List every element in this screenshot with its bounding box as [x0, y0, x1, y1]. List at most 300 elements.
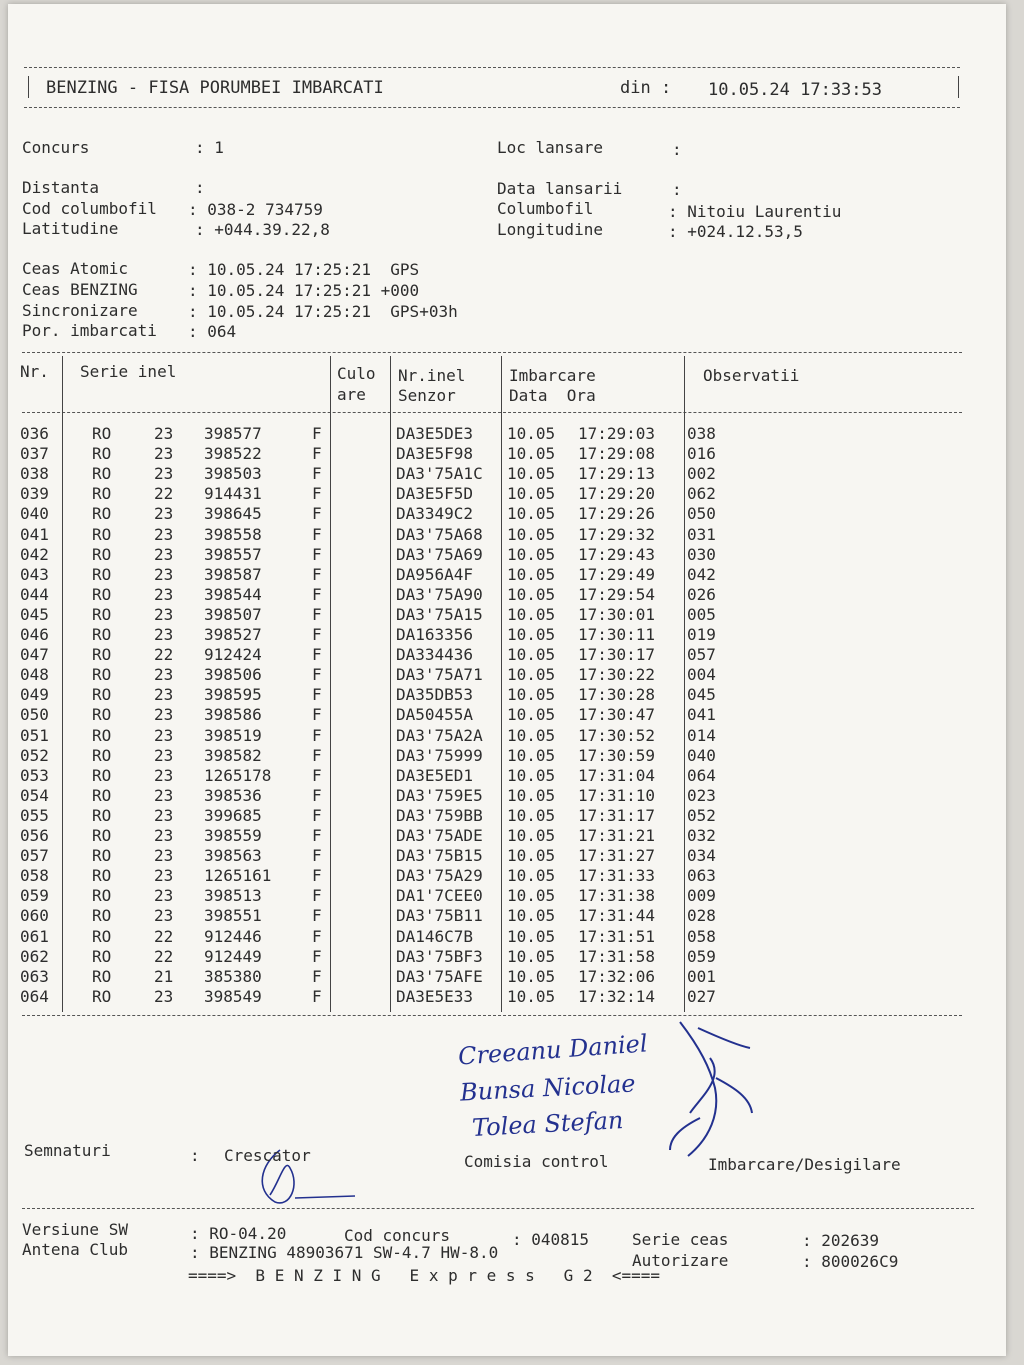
cell-ora: 17:31:33 — [578, 866, 656, 885]
table-row — [0, 766, 960, 786]
cell-inel: 912424 — [204, 645, 262, 664]
cell-an: 22 — [154, 927, 174, 946]
cell-inel: 1265178 — [204, 766, 272, 785]
cod-columbofil-label: Cod columbofil — [22, 199, 157, 218]
cell-tara: RO — [92, 424, 112, 443]
cell-tara: RO — [92, 786, 112, 805]
cell-an: 23 — [154, 726, 174, 745]
table-row — [0, 746, 960, 766]
cell-obs: 058 — [687, 927, 716, 946]
cell-obs: 004 — [687, 665, 716, 684]
cell-ora: 17:29:26 — [578, 504, 656, 523]
header-right-edge — [958, 76, 959, 98]
cell-tara: RO — [92, 927, 112, 946]
loc-lansare-label: Loc lansare — [497, 138, 603, 157]
cell-data: 10.05 — [507, 927, 556, 946]
cell-senzor: DA3'75A71 — [396, 665, 483, 684]
cell-data: 10.05 — [507, 585, 556, 604]
cell-obs: 038 — [687, 424, 716, 443]
cell-data: 10.05 — [507, 424, 556, 443]
cell-nr: 043 — [20, 565, 49, 584]
cell-nr: 057 — [20, 846, 49, 865]
cell-sex: F — [312, 464, 322, 483]
cell-inel: 398527 — [204, 625, 262, 644]
cell-obs: 059 — [687, 947, 716, 966]
cell-nr: 039 — [20, 484, 49, 503]
cell-senzor: DA3'75A69 — [396, 545, 483, 564]
cell-ora: 17:31:21 — [578, 826, 656, 845]
table-row — [0, 565, 960, 585]
cod-concurs-label: Cod concurs — [344, 1226, 450, 1245]
cell-nr: 061 — [20, 927, 49, 946]
por-imbarcati-value: : 064 — [188, 322, 237, 341]
cell-nr: 059 — [20, 886, 49, 905]
benzing-express-banner: ====> B E N Z I N G E x p r e s s G 2 <==== — [188, 1266, 661, 1285]
cell-senzor: DA3'75A2A — [396, 726, 483, 745]
table-row — [0, 826, 960, 846]
cell-tara: RO — [92, 826, 112, 845]
cell-sex: F — [312, 565, 322, 584]
cell-an: 23 — [154, 886, 174, 905]
cell-an: 23 — [154, 746, 174, 765]
cell-senzor: DA3'75BF3 — [396, 947, 483, 966]
cell-an: 23 — [154, 826, 174, 845]
cell-senzor: DA3'75B15 — [396, 846, 483, 865]
cell-sex: F — [312, 886, 322, 905]
crescator-label: Crescator — [224, 1146, 311, 1165]
cell-data: 10.05 — [507, 967, 556, 986]
cell-data: 10.05 — [507, 504, 556, 523]
table-row — [0, 987, 960, 1007]
cell-an: 21 — [154, 967, 174, 986]
cell-ora: 17:29:43 — [578, 545, 656, 564]
col-header-culoare-1: Culo — [337, 364, 376, 383]
longitudine-label: Longitudine — [497, 220, 603, 239]
cell-obs: 040 — [687, 746, 716, 765]
header-left-edge — [28, 76, 29, 98]
table-row — [0, 685, 960, 705]
cell-sex: F — [312, 987, 322, 1006]
cell-senzor: DA3'75A29 — [396, 866, 483, 885]
cell-sex: F — [312, 705, 322, 724]
cell-senzor: DA3349C2 — [396, 504, 474, 523]
cell-senzor: DA3'75A90 — [396, 585, 483, 604]
cell-obs: 023 — [687, 786, 716, 805]
cell-senzor: DA3E5F5D — [396, 484, 474, 503]
cell-obs: 016 — [687, 444, 716, 463]
cell-data: 10.05 — [507, 866, 556, 885]
cell-nr: 048 — [20, 665, 49, 684]
cell-data: 10.05 — [507, 545, 556, 564]
col-header-culoare-2: are — [337, 385, 366, 404]
cell-data: 10.05 — [507, 786, 556, 805]
cell-ora: 17:32:06 — [578, 967, 656, 986]
table-row — [0, 846, 960, 866]
cell-data: 10.05 — [507, 645, 556, 664]
handwritten-signature-1: Creeanu Daniel — [457, 1029, 649, 1071]
cell-an: 23 — [154, 545, 174, 564]
columbofil-value: : Nitoiu Laurentiu — [668, 202, 842, 221]
cell-sex: F — [312, 726, 322, 745]
cell-obs: 001 — [687, 967, 716, 986]
cell-sex: F — [312, 685, 322, 704]
handwritten-signature-2: Bunsa Nicolae — [459, 1069, 637, 1107]
antena-club-label: Antena Club — [22, 1240, 128, 1259]
cell-ora: 17:30:11 — [578, 625, 656, 644]
cell-an: 23 — [154, 866, 174, 885]
cell-senzor: DA3'75A68 — [396, 525, 483, 544]
cell-sex: F — [312, 866, 322, 885]
table-row — [0, 786, 960, 806]
cell-nr: 056 — [20, 826, 49, 845]
cell-inel: 398586 — [204, 705, 262, 724]
table-row — [0, 585, 960, 605]
cell-nr: 049 — [20, 685, 49, 704]
cell-tara: RO — [92, 525, 112, 544]
cell-an: 23 — [154, 766, 174, 785]
cell-nr: 054 — [20, 786, 49, 805]
cell-ora: 17:31:44 — [578, 906, 656, 925]
cell-obs: 050 — [687, 504, 716, 523]
cell-ora: 17:31:51 — [578, 927, 656, 946]
sincronizare-value: : 10.05.24 17:25:21 GPS+03h — [188, 302, 458, 321]
cell-an: 23 — [154, 846, 174, 865]
cell-data: 10.05 — [507, 464, 556, 483]
cell-senzor: DA3'75AFE — [396, 967, 483, 986]
cell-senzor: DA3'759BB — [396, 806, 483, 825]
cell-ora: 17:31:04 — [578, 766, 656, 785]
table-row — [0, 886, 960, 906]
cell-tara: RO — [92, 625, 112, 644]
loc-lansare-value: : — [672, 140, 682, 159]
cell-an: 23 — [154, 685, 174, 704]
cell-nr: 047 — [20, 645, 49, 664]
cell-sex: F — [312, 947, 322, 966]
cell-data: 10.05 — [507, 685, 556, 704]
cell-ora: 17:30:47 — [578, 705, 656, 724]
cell-sex: F — [312, 927, 322, 946]
cell-ora: 17:29:03 — [578, 424, 656, 443]
cell-tara: RO — [92, 726, 112, 745]
cell-data: 10.05 — [507, 444, 556, 463]
serie-ceas-label: Serie ceas — [632, 1230, 729, 1249]
cell-ora: 17:31:10 — [578, 786, 656, 805]
cell-inel: 398551 — [204, 906, 262, 925]
cell-sex: F — [312, 444, 322, 463]
semnaturi-colon: : — [190, 1146, 200, 1165]
cell-senzor: DA3E5E33 — [396, 987, 474, 1006]
cell-inel: 398587 — [204, 565, 262, 584]
distanta-value: : — [195, 178, 205, 197]
cell-an: 22 — [154, 645, 174, 664]
cell-inel: 398544 — [204, 585, 262, 604]
cell-nr: 037 — [20, 444, 49, 463]
cell-obs: 064 — [687, 766, 716, 785]
cell-obs: 042 — [687, 565, 716, 584]
cell-data: 10.05 — [507, 886, 556, 905]
cell-tara: RO — [92, 665, 112, 684]
cell-an: 23 — [154, 525, 174, 544]
cell-inel: 398582 — [204, 746, 262, 765]
cell-inel: 914431 — [204, 484, 262, 503]
cell-sex: F — [312, 786, 322, 805]
table-row — [0, 464, 960, 484]
cell-tara: RO — [92, 705, 112, 724]
cell-an: 23 — [154, 987, 174, 1006]
por-imbarcati-label: Por. imbarcati — [22, 321, 157, 340]
cell-nr: 052 — [20, 746, 49, 765]
cell-ora: 17:30:52 — [578, 726, 656, 745]
cell-obs: 031 — [687, 525, 716, 544]
cell-tara: RO — [92, 886, 112, 905]
ceas-benzing-label: Ceas BENZING — [22, 280, 138, 299]
cell-sex: F — [312, 625, 322, 644]
header-bottom-rule — [24, 107, 960, 108]
cell-obs: 002 — [687, 464, 716, 483]
print-timestamp: 10.05.24 17:33:53 — [708, 80, 882, 100]
cell-inel: 398536 — [204, 786, 262, 805]
cell-nr: 044 — [20, 585, 49, 604]
cell-sex: F — [312, 484, 322, 503]
cell-senzor: DA956A4F — [396, 565, 474, 584]
cell-tara: RO — [92, 484, 112, 503]
cell-inel: 398506 — [204, 665, 262, 684]
table-row — [0, 947, 960, 967]
cell-ora: 17:30:22 — [578, 665, 656, 684]
col-header-data-ora: Data Ora — [509, 386, 596, 405]
cell-senzor: DA3'75A15 — [396, 605, 483, 624]
cell-obs: 005 — [687, 605, 716, 624]
cell-data: 10.05 — [507, 806, 556, 825]
versiune-sw-label: Versiune SW — [22, 1220, 128, 1239]
cell-data: 10.05 — [507, 625, 556, 644]
cell-senzor: DA1'7CEE0 — [396, 886, 483, 905]
footer-top-rule — [22, 1208, 974, 1209]
table-row — [0, 444, 960, 464]
header-top-rule — [24, 67, 960, 68]
table-row — [0, 504, 960, 524]
cell-data: 10.05 — [507, 605, 556, 624]
cell-data: 10.05 — [507, 665, 556, 684]
table-row — [0, 645, 960, 665]
table-row — [0, 605, 960, 625]
cell-tara: RO — [92, 967, 112, 986]
din-label: din : — [620, 78, 672, 98]
document-title: BENZING - FISA PORUMBEI IMBARCATI — [46, 78, 384, 98]
cell-ora: 17:30:01 — [578, 605, 656, 624]
ceas-atomic-label: Ceas Atomic — [22, 259, 128, 278]
cell-obs: 052 — [687, 806, 716, 825]
cell-tara: RO — [92, 605, 112, 624]
cell-obs: 009 — [687, 886, 716, 905]
cell-obs: 045 — [687, 685, 716, 704]
table-row — [0, 967, 960, 987]
cell-senzor: DA146C7B — [396, 927, 474, 946]
cell-an: 23 — [154, 585, 174, 604]
cell-obs: 032 — [687, 826, 716, 845]
cell-sex: F — [312, 846, 322, 865]
cell-senzor: DA334436 — [396, 645, 474, 664]
col-header-imbarcare: Imbarcare — [509, 366, 596, 385]
imbarcare-desigilare-label: Imbarcare/Desigilare — [708, 1155, 901, 1174]
cell-tara: RO — [92, 504, 112, 523]
cell-inel: 398595 — [204, 685, 262, 704]
cell-an: 23 — [154, 565, 174, 584]
cell-data: 10.05 — [507, 987, 556, 1006]
cell-obs: 057 — [687, 645, 716, 664]
table-row — [0, 484, 960, 504]
cell-ora: 17:29:54 — [578, 585, 656, 604]
cell-nr: 040 — [20, 504, 49, 523]
col-header-serie-inel: Serie inel — [80, 362, 177, 381]
cell-nr: 045 — [20, 605, 49, 624]
cell-senzor: DA50455A — [396, 705, 474, 724]
cell-nr: 063 — [20, 967, 49, 986]
cell-obs: 028 — [687, 906, 716, 925]
cod-concurs-value: : 040815 — [512, 1230, 590, 1249]
cell-inel: 398563 — [204, 846, 262, 865]
cell-sex: F — [312, 645, 322, 664]
table-row — [0, 545, 960, 565]
latitudine-value: : +044.39.22,8 — [195, 220, 330, 239]
cell-inel: 398645 — [204, 504, 262, 523]
cell-inel: 398549 — [204, 987, 262, 1006]
table-row — [0, 866, 960, 886]
cell-data: 10.05 — [507, 947, 556, 966]
cell-obs: 062 — [687, 484, 716, 503]
cell-an: 23 — [154, 786, 174, 805]
table-row — [0, 927, 960, 947]
cell-tara: RO — [92, 846, 112, 865]
comisia-control-label: Comisia control — [464, 1152, 609, 1171]
ceas-benzing-value: : 10.05.24 17:25:21 +000 — [188, 281, 420, 300]
table-top-rule — [22, 352, 962, 353]
cell-nr: 042 — [20, 545, 49, 564]
cell-ora: 17:31:17 — [578, 806, 656, 825]
semnaturi-label: Semnaturi — [24, 1141, 111, 1160]
cell-sex: F — [312, 746, 322, 765]
cell-an: 23 — [154, 504, 174, 523]
table-row — [0, 806, 960, 826]
cell-senzor: DA35DB53 — [396, 685, 474, 704]
cell-an: 23 — [154, 705, 174, 724]
cell-sex: F — [312, 585, 322, 604]
cell-sex: F — [312, 826, 322, 845]
cell-sex: F — [312, 806, 322, 825]
cell-senzor: DA163356 — [396, 625, 474, 644]
cell-tara: RO — [92, 565, 112, 584]
cell-nr: 062 — [20, 947, 49, 966]
cell-nr: 053 — [20, 766, 49, 785]
cell-inel: 1265161 — [204, 866, 272, 885]
cell-data: 10.05 — [507, 906, 556, 925]
cell-ora: 17:31:58 — [578, 947, 656, 966]
cell-senzor: DA3E5F98 — [396, 444, 474, 463]
cell-tara: RO — [92, 645, 112, 664]
cell-data: 10.05 — [507, 484, 556, 503]
cell-an: 23 — [154, 625, 174, 644]
cell-an: 23 — [154, 665, 174, 684]
data-lansarii-value: : — [672, 180, 682, 199]
columbofil-label: Columbofil — [497, 199, 594, 218]
ceas-atomic-value: : 10.05.24 17:25:21 GPS — [188, 260, 420, 279]
col-header-nr: Nr. — [20, 362, 49, 381]
table-bottom-rule — [22, 1015, 962, 1016]
col-header-observatii: Observatii — [703, 366, 800, 385]
distanta-label: Distanta — [22, 178, 100, 197]
col-header-nr-inel: Nr.inel — [398, 366, 466, 385]
cell-an: 22 — [154, 947, 174, 966]
cell-data: 10.05 — [507, 726, 556, 745]
table-row — [0, 665, 960, 685]
cell-ora: 17:30:28 — [578, 685, 656, 704]
cell-inel: 398503 — [204, 464, 262, 483]
cell-ora: 17:31:27 — [578, 846, 656, 865]
handwritten-signature-3: Tolea Stefan — [471, 1106, 624, 1142]
cell-inel: 399685 — [204, 806, 262, 825]
cell-ora: 17:29:13 — [578, 464, 656, 483]
col-header-senzor: Senzor — [398, 386, 456, 405]
cell-senzor: DA3E5DE3 — [396, 424, 474, 443]
cell-data: 10.05 — [507, 705, 556, 724]
cell-data: 10.05 — [507, 826, 556, 845]
cell-an: 23 — [154, 906, 174, 925]
cell-nr: 046 — [20, 625, 49, 644]
control-signature-scribble — [640, 1018, 770, 1168]
cell-obs: 027 — [687, 987, 716, 1006]
cell-senzor: DA3'759E5 — [396, 786, 483, 805]
cell-tara: RO — [92, 987, 112, 1006]
cell-sex: F — [312, 967, 322, 986]
cell-ora: 17:30:59 — [578, 746, 656, 765]
concurs-label: Concurs — [22, 138, 90, 157]
cell-inel: 385380 — [204, 967, 262, 986]
cell-inel: 912449 — [204, 947, 262, 966]
table-row — [0, 726, 960, 746]
cell-data: 10.05 — [507, 766, 556, 785]
versiune-sw-value: : RO-04.20 — [190, 1224, 287, 1243]
cell-an: 23 — [154, 424, 174, 443]
cell-tara: RO — [92, 685, 112, 704]
cell-tara: RO — [92, 545, 112, 564]
cell-sex: F — [312, 906, 322, 925]
cell-an: 23 — [154, 806, 174, 825]
cell-inel: 398557 — [204, 545, 262, 564]
cell-ora: 17:29:32 — [578, 525, 656, 544]
cell-sex: F — [312, 504, 322, 523]
cell-obs: 063 — [687, 866, 716, 885]
cell-sex: F — [312, 766, 322, 785]
cell-ora: 17:30:17 — [578, 645, 656, 664]
cell-tara: RO — [92, 806, 112, 825]
cell-nr: 041 — [20, 525, 49, 544]
cell-senzor: DA3'75ADE — [396, 826, 483, 845]
cell-sex: F — [312, 605, 322, 624]
latitudine-label: Latitudine — [22, 219, 119, 238]
cell-obs: 026 — [687, 585, 716, 604]
cell-nr: 036 — [20, 424, 49, 443]
cell-sex: F — [312, 525, 322, 544]
cell-nr: 060 — [20, 906, 49, 925]
table-row — [0, 705, 960, 725]
cell-inel: 912446 — [204, 927, 262, 946]
cell-senzor: DA3'75B11 — [396, 906, 483, 925]
cell-nr: 050 — [20, 705, 49, 724]
concurs-value: : 1 — [195, 138, 224, 157]
cell-inel: 398507 — [204, 605, 262, 624]
cell-ora: 17:31:38 — [578, 886, 656, 905]
cell-inel: 398577 — [204, 424, 262, 443]
